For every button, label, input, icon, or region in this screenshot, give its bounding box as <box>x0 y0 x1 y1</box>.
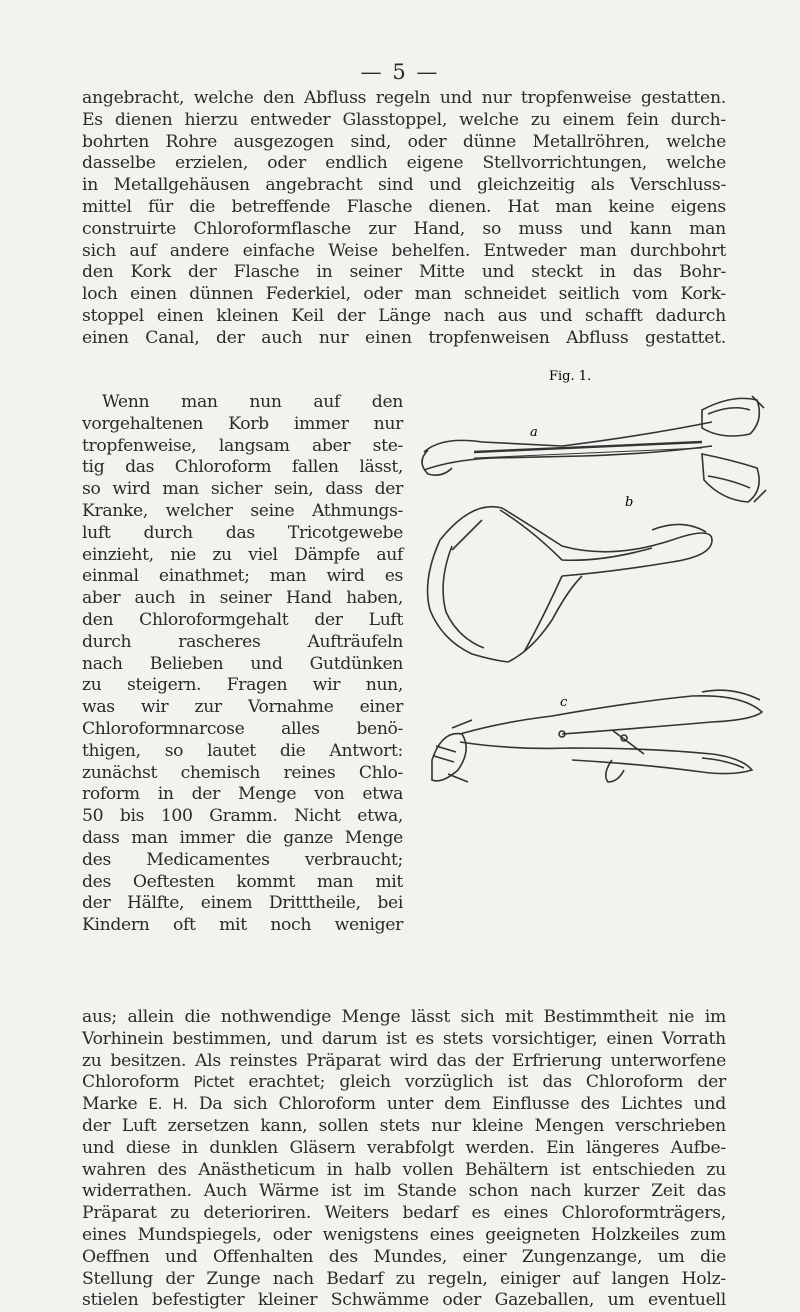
text-line: der Hälfte, einem Dritttheile, bei <box>82 893 403 914</box>
text-line: roform in der Menge von etwa <box>82 784 403 805</box>
text-line: zu steigern. Fragen wir nun, <box>82 675 403 696</box>
text-line: Stellung der Zunge nach Bedarf zu regeln, einiger auf langen Holz- <box>82 1268 726 1289</box>
text-line: was wir zur Vornahme einer <box>82 697 403 718</box>
paragraph-2 <box>82 1007 726 1312</box>
paragraph-1 <box>82 88 726 350</box>
text-line: thigen, so lautet die Antwort: <box>82 740 403 761</box>
text-line: Wenn man nun auf den <box>102 392 403 412</box>
text-line: zunächst chemisch reines Chlo- <box>82 762 403 783</box>
text-line: wahren des Anästheticum in halb vollen Behältern ist entschieden zu <box>82 1159 726 1180</box>
text-line: Kranke, welcher seine Athmungs- <box>82 500 403 521</box>
text-line: vorgehaltenen Korb immer nur <box>82 413 403 434</box>
text-line: nach Belieben und Gutdünken <box>82 653 403 674</box>
text-line: Oeffnen und Offenhalten des Mundes, einer Zungenzange, um die <box>82 1246 726 1267</box>
text-line: stielen befestigter kleiner Schwämme oder Gazeballen, um eventuell <box>82 1290 726 1311</box>
text-line: so wird man sicher sein, dass der <box>82 479 403 500</box>
text-line: des Medicamentes verbraucht; <box>82 849 403 870</box>
text-line: tropfenweise, langsam aber ste- <box>82 435 403 456</box>
text-line: 50 bis 100 Gramm. Nicht etwa, <box>82 806 403 827</box>
instrument-a <box>422 396 766 502</box>
text-line: tig das Chloroform fallen lässt, <box>82 457 403 478</box>
column-text <box>82 392 403 937</box>
text-line: luft durch das Tricotgewebe <box>82 522 403 543</box>
text-line: aus; allein die nothwendige Menge lässt sich mit Bestimmtheit nie im <box>82 1007 726 1027</box>
text-line: den Kork der Flasche in seiner Mitte und steckt in das Bohr- <box>82 262 726 283</box>
label-b: b <box>625 495 634 510</box>
text-line: dass man immer die ganze Menge <box>82 827 403 848</box>
text-line: sich auf andere einfache Weise behelfen. Entweder man durchbohrt <box>82 240 726 261</box>
text-line: Präparat zu deterioriren. Weiters bedarf es eines Chloroformträgers, <box>82 1203 726 1224</box>
text-line: Vorhinein bestimmen, und darum ist es stets vorsichtiger, einen Vorrath <box>82 1028 726 1049</box>
text-line: des Oeftesten kommt man mit <box>82 871 403 892</box>
text-line: in Metallgehäusen angebracht sind und gleichzeitig als Verschluss- <box>82 175 726 196</box>
text-line: mittel für die betreffende Flasche dienen. Hat man keine eigens <box>82 196 726 217</box>
text-line: einen Canal, der auch nur einen tropfenweisen Abfluss gestattet. <box>82 327 726 348</box>
text-line: widerrathen. Auch Wärme ist im Stande schon nach kurzer Zeit das <box>82 1181 726 1202</box>
text-line: durch rascheres Aufträufeln <box>82 631 403 652</box>
text-line: aber auch in seiner Hand haben, <box>82 588 403 609</box>
text-line: den Chloroformgehalt der Luft <box>82 609 403 630</box>
text-line: Chloroform Pictet erachtet; gleich vorzüglich ist das Chloroform der <box>82 1072 726 1093</box>
text-line: einmal einathmet; man wird es <box>82 566 403 587</box>
page-number: — 5 — <box>360 60 440 84</box>
text-line: angebracht, welche den Abfluss regeln und nur tropfenweise gestatten. <box>82 88 726 108</box>
text-line: Es dienen hierzu entweder Glasstoppel, welche zu einem fein durch- <box>82 109 726 130</box>
text-line: einzieht, nie zu viel Dämpfe auf <box>82 544 403 565</box>
instrument-c <box>432 690 762 782</box>
label-a: a <box>530 425 538 440</box>
text-line: stoppel einen kleinen Keil der Länge nach aus und schafft dadurch <box>82 305 726 326</box>
instrument-b <box>428 507 712 662</box>
text-line: zu besitzen. Als reinstes Präparat wird das der Erfrierung unterworfene <box>82 1050 726 1071</box>
text-line: der Luft zersetzen kann, sollen stets nur kleine Mengen verschrieben <box>82 1115 726 1136</box>
text-line: und diese in dunklen Gläsern verabfolgt werden. Ein längeres Aufbe- <box>82 1137 726 1158</box>
figure-1-mouth-gags <box>412 350 782 810</box>
text-line: loch einen dünnen Federkiel, oder man schneidet seitlich vom Kork- <box>82 284 726 305</box>
text-line: eines Mundspiegels, oder wenigstens eines geeigneten Holzkeiles zum <box>82 1224 726 1245</box>
text-line: Chloroformnarcose alles benö- <box>82 718 403 739</box>
text-line: Marke E. H. Da sich Chloroform unter dem Einflusse des Lichtes und <box>82 1094 726 1115</box>
label-c: c <box>560 695 568 710</box>
text-line: Kindern oft mit noch weniger <box>82 915 403 936</box>
figure-caption: Fig. 1. <box>549 369 592 384</box>
text-line: dasselbe erzielen, oder endlich eigene Stellvorrichtungen, welche <box>82 153 726 174</box>
text-line: construirte Chloroformflasche zur Hand, so muss und kann man <box>82 218 726 239</box>
text-line: bohrten Rohre ausgezogen sind, oder dünne Metallröhren, welche <box>82 131 726 152</box>
